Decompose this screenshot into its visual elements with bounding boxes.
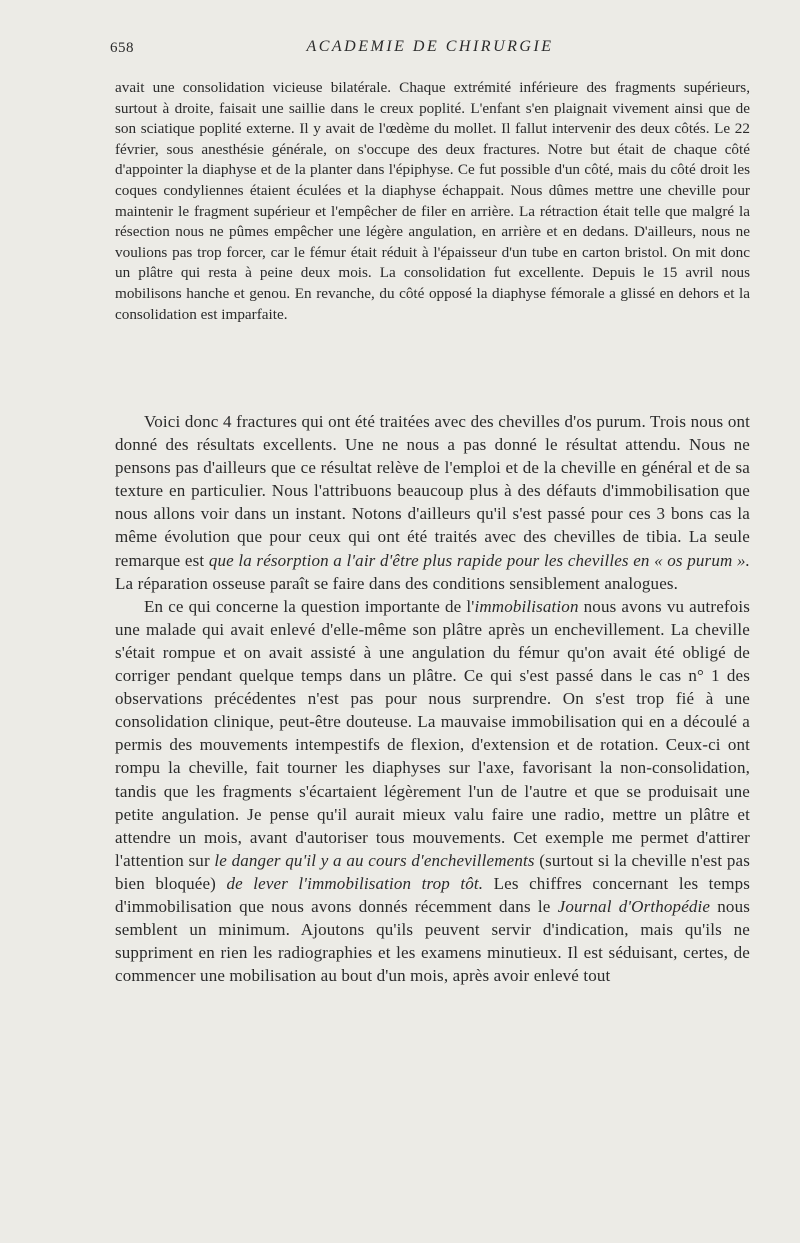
italic-run: le danger qu'il y a au cours d'enchevillements xyxy=(214,850,535,870)
paragraph-immobilisation xyxy=(115,595,750,988)
text-run: La réparation osseuse paraît se faire dans des conditions sensiblement analogues. xyxy=(115,573,679,593)
paragraph-continuation: avait une consolidation vicieuse bilatérale. Chaque extrémité inférieure des fragments supérieurs, surtout à droite, faisait une saillie dans le creux poplité. L'enfant s'en plaignait vivement ainsi que de son sciatique poplité externe. Il y avait de l'œdème du mollet. Il fallut intervenir des deux côtés. Le 22 février, sous anesthésie générale, on s'occupe des deux fractures. Notre but était de chaque côté d'appointer la diaphyse et de la planter dans l'épiphyse. Ce fut possible d'un côté, mais du côté droit les coques condyliennes étaient éculées et la diaphyse échappait. Nous dûmes mettre une cheville pour maintenir le fragment supérieur et l'empêcher de filer en arrière. La rétraction était telle que malgré la résection nous ne pûmes empêcher une légère angulation, en arrière et en dedans. D'ailleurs, nous ne voulions pas trop forcer, car le fémur était réduit à l'épaisseur d'un tube en carton bristol. On mit donc un plâtre qui resta à peine deux mois. La consolidation fut excellente. Depuis le 15 avril nous mobilisons hanche et genou. En revanche, du côté opposé la diaphyse fémorale a glissé en dehors et la consolidation est imparfaite. xyxy=(115,79,750,323)
text-run: Les chiffres concernant les temps d'immobilisation que nous avons donnés récemment dans le xyxy=(115,873,751,916)
paragraph-fractures-summary xyxy=(115,410,750,595)
text-run: nous avons vu autrefois une malade qui avait enlevé d'elle-même son plâtre après un enchevillement. La cheville s'était rompue et on avait assisté à une angulation du fémur qu'on avait été obligé de corriger pendant quelque temps dans un plâtre. Ce qui s'est passé dans le cas n° 1 des observations précédentes n'est pas pour nous surprendre. On s'est trop fié à une consolidation clinique, peut-être douteuse. La mauvaise immobilisation qui en a découlé a permis des mouvements intempestifs de flexion, d'extension et de rotation. Ceux-ci ont rompu la cheville, fait tourner les diaphyses sur l'axe, favorisant la non-consolidation, tandis que les fragments s'écartaient légèrement l'un de l'autre et que se produisait une petite angulation. Je pense qu'il aurait mieux valu faire une radio, mettre un plâtre et attendre un mois, avant d'autoriser tous mouvements. Cet exemple me permet d'attirer l'attention sur xyxy=(115,596,750,870)
text-run: nous semblent un minimum. Ajoutons qu'ils peuvent servir d'indication, mais qu'ils ne suppriment en rien les radiographies et les examens minutieux. Il est séduisant, certes, de commencer une mobilisation au bout d'un mois, après avoir enlevé tout xyxy=(115,896,750,986)
text-run: (surtout si la cheville n'est pas bien bloquée) xyxy=(115,850,750,893)
italic-run: Journal d'Orthopédie xyxy=(557,896,711,916)
italic-run: immobilisation xyxy=(474,596,579,616)
body-block-large xyxy=(115,410,750,987)
page-number: 658 xyxy=(110,40,134,56)
text-run: En ce qui concerne la question importante de l' xyxy=(144,596,475,616)
page-header xyxy=(110,36,750,60)
body-block-small xyxy=(115,78,750,325)
text-run: Voici donc 4 fractures qui ont été traitées avec des chevilles d'os purum. Trois nous ont donné des résultats excellents. Une ne nous a pas donné le résultat attendu. Nous ne pensons pas d'ailleurs que ce résultat relève de l'emploi et de la cheville en général et de sa texture en particulier. Nous l'attribuons beaucoup plus à des défauts d'immobilisation que nous allons voir dans un instant. Notons d'ailleurs qu'il s'est passé pour ces 3 bons cas la même évolution que pour ceux qui ont été traités avec des chevilles de tibia. La seule remarque est xyxy=(115,412,750,570)
italic-run: que la résorption a l'air d'être plus rapide pour les chevilles en « os purum ». xyxy=(208,550,750,570)
running-title: ACADEMIE DE CHIRURGIE xyxy=(306,38,554,55)
italic-run: de lever l'immobilisation trop tôt. xyxy=(226,873,484,893)
